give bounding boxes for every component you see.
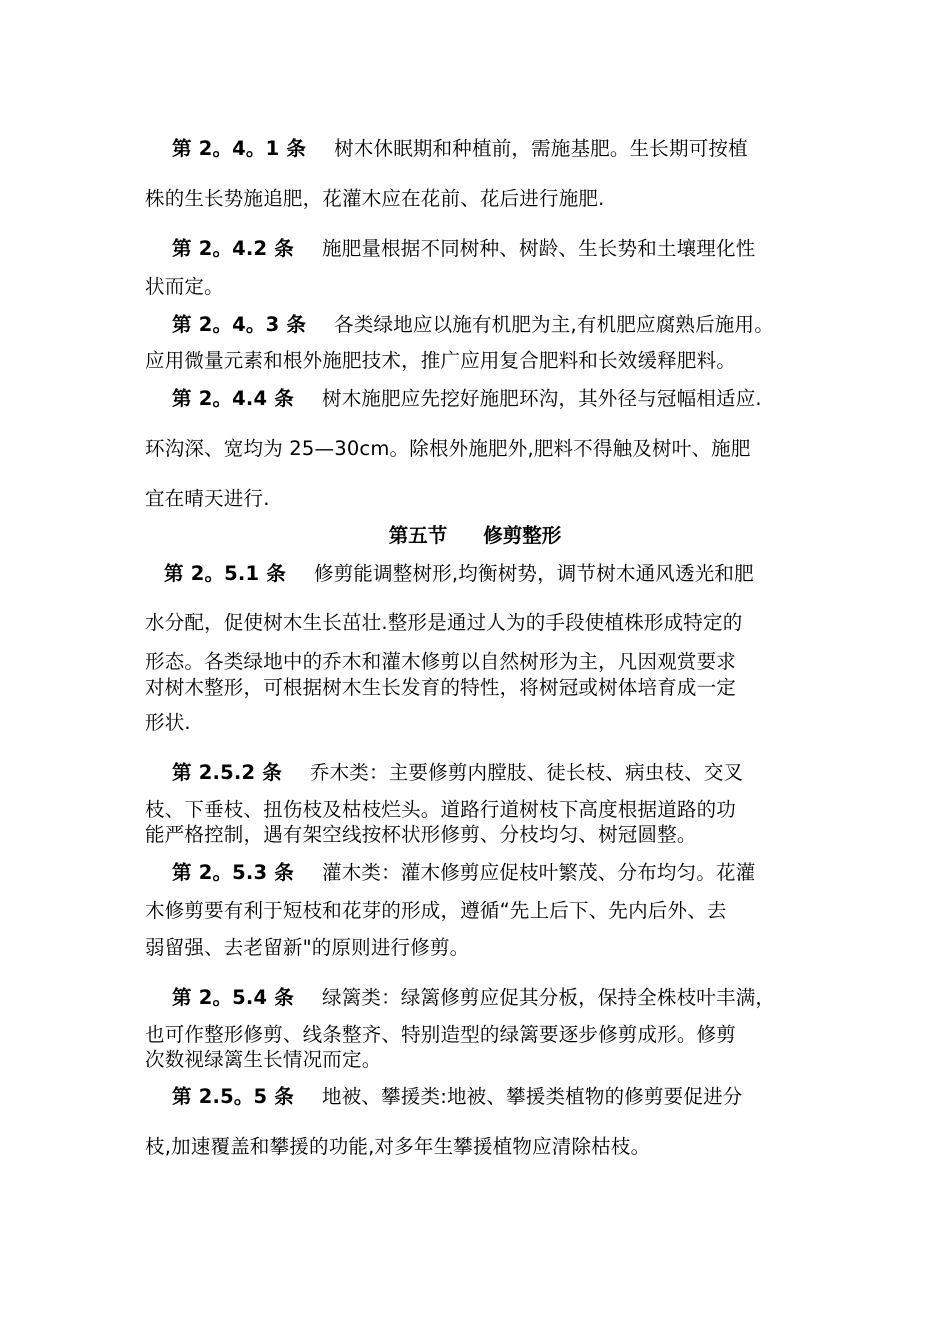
article-text-line: 木修剪要有利于短枝和花芽的形成，遵循“先上后下、先内后外、去: [145, 899, 727, 922]
article-text: 施肥量根据不同树种、树龄、生长势和土壤理化性: [322, 237, 756, 260]
article-text-line: 能严格控制，遇有架空线按杯状形修剪、分枝均匀、树冠圆整。: [145, 823, 697, 846]
article-label: 第 2。4.2 条: [172, 237, 294, 260]
article-text: 树木施肥应先挖好施肥环沟，其外径与冠幅相适应.: [322, 387, 762, 410]
article-label: 第 2。5.1 条: [164, 562, 286, 585]
article-text-line: 应用微量元素和根外施肥技术，推广应用复合肥料和长效缓释肥料。: [145, 349, 737, 372]
article-text: 乔木类：主要修剪内膛肢、徒长枝、病虫枝、交叉: [309, 761, 744, 784]
article-label: 第 2。5.4 条: [172, 986, 294, 1009]
article-2-4-2-first-line: [172, 237, 755, 261]
article-2-5-4-first-line: [172, 986, 775, 1010]
section-number: 第五节: [388, 524, 448, 547]
article-text-line: 宜在晴天进行.: [145, 487, 270, 510]
section-heading: [0, 524, 950, 548]
article-2-4-1-first-line: [172, 137, 748, 161]
article-text-line: 也可作整形修剪、线条整齐、特别造型的绿篱要逐步修剪成形。修剪: [145, 1023, 737, 1046]
article-text-line: 弱留强、去老留新"的原则进行修剪。: [145, 936, 470, 959]
article-text: 各类绿地应以施有机肥为主,有机肥应腐熟后施用。: [334, 313, 774, 336]
article-text-line: 形态。各类绿地中的乔木和灌木修剪以自然树形为主，凡因观赏要求: [145, 650, 737, 673]
article-text-line: 枝,加速覆盖和攀援的功能,对多年生攀援植物应清除枯枝。: [145, 1135, 651, 1158]
article-2-5-2-first-line: [172, 761, 743, 785]
article-2-4-3-first-line: [172, 313, 774, 337]
article-text-line: 次数视绿篱生长情况而定。: [145, 1048, 382, 1071]
article-2-5-3-first-line: [172, 861, 755, 885]
section-title: 修剪整形: [483, 524, 562, 547]
article-label: 第 2。4.4 条: [172, 387, 294, 410]
article-label: 第 2。5.3 条: [172, 861, 294, 884]
article-text: 绿篱类：绿篱修剪应促其分板，保持全株枝叶丰满，: [322, 986, 776, 1009]
article-text: 地被、攀援类:地被、攀援类植物的修剪要促进分: [322, 1085, 743, 1108]
article-text-line: 枝、下垂枝、扭伤枝及枯枝烂头。道路行道树枝下高度根据道路的功: [145, 798, 737, 821]
article-text-line: 水分配，促使树木生长茁壮.整形是通过人为的手段使植株形成特定的: [145, 611, 743, 634]
article-text-line: 形状.: [145, 711, 191, 734]
article-2-5-1-first-line: [164, 562, 754, 586]
article-label: 第 2。4。3 条: [172, 313, 307, 336]
article-text-line: 株的生长势施追肥，花灌木应在花前、花后进行施肥.: [145, 187, 605, 210]
article-label: 第 2.5.2 条: [172, 761, 282, 784]
article-label: 第 2.5。5 条: [172, 1085, 294, 1108]
article-2-4-4-first-line: [172, 387, 762, 411]
article-text-line: 环沟深、宽均为 25—30cm。除根外施肥外,肥料不得触及树叶、施肥: [145, 437, 751, 460]
article-2-5-5-first-line: [172, 1085, 742, 1109]
article-text: 修剪能调整树形,均衡树势，调节树木通风透光和肥: [314, 562, 754, 585]
article-text: 树木休眠期和种植前，需施基肥。生长期可按植: [334, 137, 748, 160]
article-text-line: 对树木整形，可根据树木生长发育的特性，将树冠或树体培育成一定: [145, 676, 737, 699]
article-text: 灌木类：灌木修剪应促枝叶繁茂、分布均匀。花灌: [322, 861, 756, 884]
article-text-line: 状而定。: [145, 275, 224, 298]
article-label: 第 2。4。1 条: [172, 137, 307, 160]
